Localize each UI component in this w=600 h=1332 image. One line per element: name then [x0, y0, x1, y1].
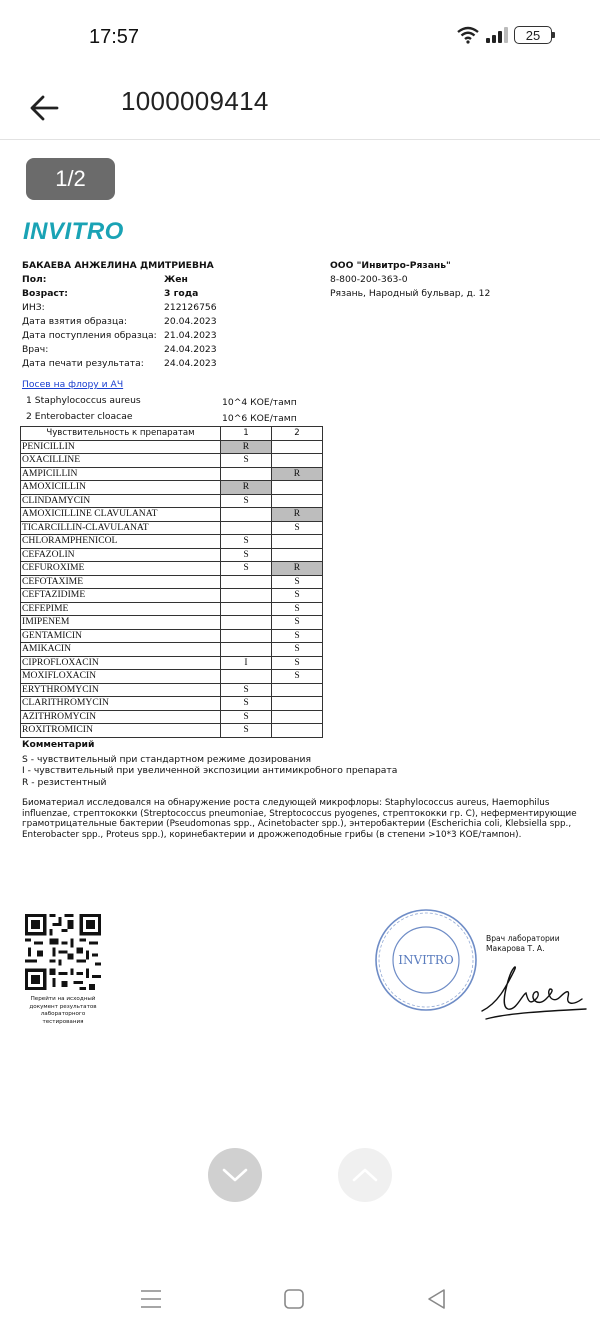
- antibiotic-name: AMIKACIN: [21, 643, 221, 657]
- antibiotic-name: AMOXICILLINE CLAVULANAT: [21, 508, 221, 522]
- patient-field-value: 24.04.2023: [164, 358, 217, 369]
- susceptibility-cell: S: [272, 602, 323, 616]
- antibiotic-name: CLINDAMYCIN: [21, 494, 221, 508]
- table-row: [21, 562, 323, 576]
- table-row: [21, 616, 323, 630]
- doctor-info: [486, 934, 560, 954]
- table-row: [21, 589, 323, 603]
- lab-info: [330, 259, 490, 301]
- susceptibility-cell: I: [221, 656, 272, 670]
- patient-field-label: Дата поступления образца:: [22, 330, 157, 341]
- susceptibility-cell: [272, 494, 323, 508]
- stamp-text: INVITRO: [398, 953, 454, 967]
- susceptibility-cell: [272, 683, 323, 697]
- susceptibility-cell: S: [221, 548, 272, 562]
- recent-apps-button[interactable]: [136, 1284, 166, 1314]
- sowing-link[interactable]: Посев на флору и АЧ: [22, 379, 124, 390]
- table-row: [21, 670, 323, 684]
- susceptibility-cell: S: [272, 656, 323, 670]
- table-row: [21, 521, 323, 535]
- patient-field-label: ИНЗ:: [22, 302, 45, 313]
- chevron-down-icon: [222, 1167, 248, 1183]
- status-icons: [456, 26, 552, 44]
- antibiotic-name: CEFUROXIME: [21, 562, 221, 576]
- susceptibility-cell: [221, 616, 272, 630]
- susceptibility-cell: [272, 697, 323, 711]
- qr-caption: Перейти на исходный документ результатов лабораторного тестирования: [29, 996, 97, 1025]
- antibiotic-name: IMIPENEM: [21, 616, 221, 630]
- table-row: [21, 724, 323, 738]
- susceptibility-cell: [221, 521, 272, 535]
- table-row: [21, 454, 323, 468]
- susceptibility-cell: S: [272, 616, 323, 630]
- table-row: [21, 643, 323, 657]
- battery-icon: 25: [514, 26, 552, 44]
- antibiotic-name: PENICILLIN: [21, 440, 221, 454]
- comment-line: I - чувствительный при увеличенной экспозиции антимикробного препарата: [22, 765, 398, 776]
- table-row: [21, 683, 323, 697]
- antibiotic-name: CEFAZOLIN: [21, 548, 221, 562]
- previous-page-button[interactable]: [338, 1148, 392, 1202]
- organism-name: 2 Enterobacter cloacae: [26, 411, 133, 422]
- susceptibility-cell: S: [221, 683, 272, 697]
- chevron-up-icon: [352, 1167, 378, 1183]
- antibiotic-name: CEFOTAXIME: [21, 575, 221, 589]
- antibiotic-name: CHLORAMPHENICOL: [21, 535, 221, 549]
- antibiotic-name: AMPICILLIN: [21, 467, 221, 481]
- susceptibility-cell: S: [221, 535, 272, 549]
- antibiotic-name: TICARCILLIN-CLAVULANAT: [21, 521, 221, 535]
- comment-title: Комментарий: [22, 739, 95, 750]
- table-row: [21, 535, 323, 549]
- table-row: [21, 467, 323, 481]
- susceptibility-cell: S: [221, 724, 272, 738]
- susceptibility-cell: S: [221, 710, 272, 724]
- patient-field-value: 3 года: [164, 288, 199, 299]
- lab-name: ООО "Инвитро-Рязань": [330, 260, 451, 271]
- antibiotic-name: CLARITHROMYCIN: [21, 697, 221, 711]
- table-header-cell: 2: [272, 427, 323, 441]
- organism-name: 1 Staphylococcus aureus: [26, 395, 141, 406]
- susceptibility-cell: S: [221, 697, 272, 711]
- table-row: [21, 548, 323, 562]
- antibiotic-name: GENTAMICIN: [21, 629, 221, 643]
- system-navigation-bar: [0, 1270, 600, 1332]
- patient-field-label: Возраст:: [22, 288, 68, 299]
- organism-quantity: 10^6 КОЕ/тамп: [222, 413, 297, 424]
- doctor-title: Врач лаборатории: [486, 934, 560, 943]
- susceptibility-cell: R: [272, 467, 323, 481]
- patient-field-value: 212126756: [164, 302, 217, 313]
- patient-name: БАКАЕВА АНЖЕЛИНА ДМИТРИЕВНА: [22, 260, 214, 271]
- home-button[interactable]: [279, 1284, 309, 1314]
- susceptibility-cell: R: [272, 508, 323, 522]
- susceptibility-cell: [272, 724, 323, 738]
- susceptibility-cell: S: [221, 454, 272, 468]
- susceptibility-cell: S: [272, 629, 323, 643]
- susceptibility-cell: [272, 481, 323, 495]
- susceptibility-cell: [221, 589, 272, 603]
- susceptibility-cell: [221, 508, 272, 522]
- susceptibility-cell: S: [272, 589, 323, 603]
- comment-line: R - резистентный: [22, 776, 107, 788]
- antibiotic-name: ROXITROMICIN: [21, 724, 221, 738]
- home-square-icon: [283, 1288, 305, 1310]
- susceptibility-cell: [272, 548, 323, 562]
- comment-line: S - чувствительный при стандартном режиме дозирования: [22, 753, 311, 765]
- biomaterial-note: Биоматериал исследовался на обнаружение роста следующей микрофлоры: Staphylococcus aureus, Haemophilus influenzae, стрептококки (Streptococcus pneumoniae, Streptococcus pyogenes, стрептококки гр. С), неферментирующие грамотрицательные бактерии (Pseudomonas spp., Acinetobacter spp.), энтеробактерии (Escherichia coli, Klebsiella spp., Enterobacter spp., Proteus spp.), коринебактерии и дрожжеподобные грибы (в степени >10*3 КОЕ/тампон).: [22, 798, 577, 840]
- table-row: [21, 697, 323, 711]
- invitro-logo: INVITRO: [23, 218, 124, 245]
- patient-field-value: Жен: [164, 274, 188, 285]
- patient-field-label: Дата печати результата:: [22, 358, 144, 369]
- comment-section: [22, 739, 582, 788]
- lab-stamp: [372, 906, 480, 1014]
- antibiotic-name: OXACILLINE: [21, 454, 221, 468]
- susceptibility-cell: [221, 575, 272, 589]
- antibiotic-name: MOXIFLOXACIN: [21, 670, 221, 684]
- back-arrow-icon: [29, 95, 59, 121]
- antibiotic-name: CIPROFLOXACIN: [21, 656, 221, 670]
- document-title: 1000009414: [121, 86, 269, 116]
- table-row: [21, 656, 323, 670]
- antibiotic-name: CEFEPIME: [21, 602, 221, 616]
- table-row: [21, 494, 323, 508]
- table-header-cell: Чувствительность к препаратам: [21, 427, 221, 441]
- susceptibility-cell: [272, 535, 323, 549]
- susceptibility-cell: S: [272, 575, 323, 589]
- patient-info: [22, 259, 322, 371]
- susceptibility-cell: [272, 454, 323, 468]
- antibiotic-name: ERYTHROMYCIN: [21, 683, 221, 697]
- organism-quantity: 10^4 КОЕ/тамп: [222, 397, 297, 408]
- patient-field-value: 20.04.2023: [164, 316, 217, 327]
- table-row: [21, 508, 323, 522]
- susceptibility-cell: [221, 602, 272, 616]
- table-row: [21, 710, 323, 724]
- susceptibility-cell: S: [272, 670, 323, 684]
- back-triangle-icon: [426, 1288, 448, 1310]
- susceptibility-cell: R: [221, 481, 272, 495]
- lab-phone: 8-800-200-363-0: [330, 274, 408, 285]
- status-bar: [0, 0, 600, 76]
- susceptibility-cell: S: [221, 494, 272, 508]
- qr-code-icon: [25, 914, 101, 990]
- back-button[interactable]: [22, 86, 66, 130]
- patient-field-value: 21.04.2023: [164, 330, 217, 341]
- lab-address: Рязань, Народный бульвар, д. 12: [330, 288, 491, 299]
- susceptibility-cell: [221, 670, 272, 684]
- table-row: [21, 481, 323, 495]
- status-time: 17:57: [89, 26, 140, 48]
- patient-field-label: Врач:: [22, 344, 49, 355]
- susceptibility-cell: R: [272, 562, 323, 576]
- doctor-name: Макарова Т. А.: [486, 944, 545, 953]
- table-header-cell: 1: [221, 427, 272, 441]
- table-row: [21, 440, 323, 454]
- menu-icon: [140, 1289, 162, 1309]
- susceptibility-cell: [272, 710, 323, 724]
- table-header-row: [21, 427, 323, 441]
- patient-field-value: 24.04.2023: [164, 344, 217, 355]
- page-indicator: 1/2: [26, 158, 115, 200]
- doctor-signature: [478, 959, 590, 1029]
- susceptibility-cell: [221, 467, 272, 481]
- susceptibility-cell: [221, 629, 272, 643]
- signal-icon: [486, 27, 508, 43]
- susceptibility-cell: S: [221, 562, 272, 576]
- susceptibility-cell: S: [272, 521, 323, 535]
- susceptibility-cell: R: [221, 440, 272, 454]
- susceptibility-table: [20, 426, 323, 738]
- susceptibility-cell: S: [272, 643, 323, 657]
- table-row: [21, 575, 323, 589]
- table-row: [21, 602, 323, 616]
- next-page-button[interactable]: [208, 1148, 262, 1202]
- app-header: [0, 76, 600, 140]
- antibiotic-name: AMOXICILLIN: [21, 481, 221, 495]
- table-row: [21, 629, 323, 643]
- susceptibility-cell: [272, 440, 323, 454]
- susceptibility-cell: [221, 643, 272, 657]
- antibiotic-name: CEFTAZIDIME: [21, 589, 221, 603]
- patient-field-label: Дата взятия образца:: [22, 316, 127, 327]
- system-back-button[interactable]: [422, 1284, 452, 1314]
- wifi-icon: [456, 26, 480, 44]
- patient-field-label: Пол:: [22, 274, 47, 285]
- antibiotic-name: AZITHROMYCIN: [21, 710, 221, 724]
